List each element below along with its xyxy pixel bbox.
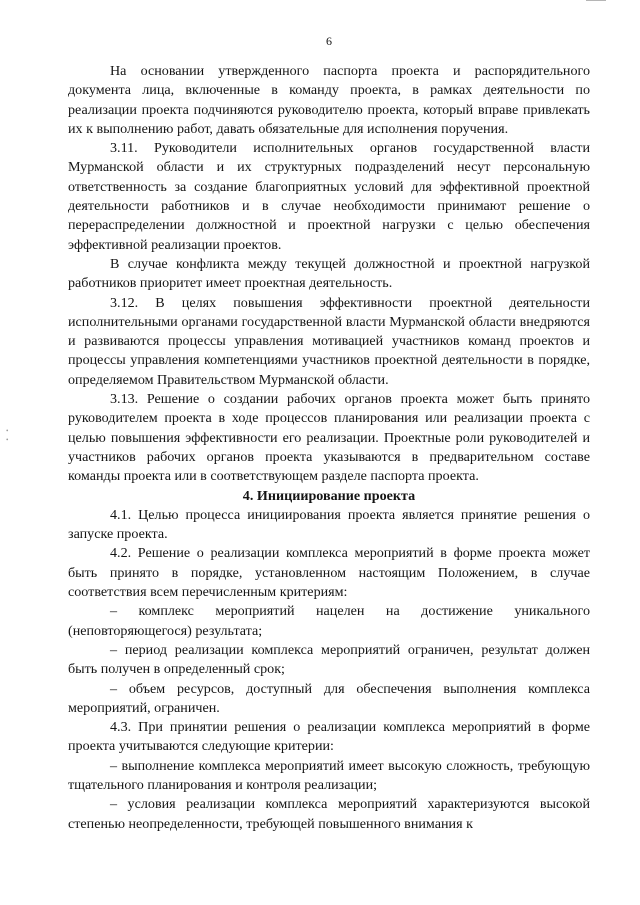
paragraph-workload-conflict: В случае конфликта между текущей должностной и проектной нагрузкой работников приоритет имеет проектная деятельность. [68, 255, 590, 292]
paragraph-3-12: 3.12. В целях повышения эффективности проектной деятельности исполнительными органами государственной власти Мурманской области внедряются и развиваются процессы управления мотивацией участников команд проектов и процессы управления компетенциями участников проектной деятельности в порядке, определяемом Правительством Мурманской области. [68, 294, 590, 388]
paragraph-4-1: 4.1. Целью процесса инициирования проекта является принятие решения о запуске проекта. [68, 506, 590, 543]
criteria-item-uncertainty: – условия реализации комплекса мероприятий характеризуются высокой степенью неопределенности, требующей повышенного внимания к [68, 796, 590, 832]
paragraph-4-2: 4.2. Решение о реализации комплекса мероприятий в форме проекта может быть принято в порядке, установленном настоящим Положением, в случае соответствия всем перечисленным критериям: [68, 545, 590, 601]
criteria-item-uniqueness: – комплекс мероприятий нацелен на достижение уникального (неповторяющегося) результата; [68, 603, 590, 639]
paragraph-4-3: 4.3. При принятии решения о реализации комплекса мероприятий в форме проекта учитываются следующие критерии: [68, 719, 590, 755]
paragraph-team-subordination: На основании утвержденного паспорта проекта и распорядительного документа лица, включенные в команду проекта, в рамках деятельности по реализации проекта подчиняются руководителю проекта, который вправе привлекать их к выполнению работ, давать обязательные для исполнения поручения. [68, 63, 590, 137]
document-body [68, 62, 590, 834]
criteria-item-period: – период реализации комплекса мероприятий ограничен, результат должен быть получен в определенный срок; [68, 641, 590, 678]
paragraph-3-11: 3.11. Руководители исполнительных органов государственной власти Мурманской области и их структурных подразделений несут персональную ответственность за создание благоприятных условий для эффективной проектной деятельности работников и в случае необходимости принимают решение о перераспределении должностной и проектной нагрузки с целью обеспечения эффективной реализации проектов. [68, 140, 590, 253]
section-title: 4. Инициирование проекта [242, 487, 416, 504]
margin-scan-mark: • • [6, 427, 9, 444]
paragraph-3-13: 3.13. Решение о создании рабочих органов проекта может быть принято руководителем проекта в ходе процессов планирования или реализации проекта с целью повышения эффективности его реализации. Проектные роли руководителей и участников рабочих органов проекта указываются в предварительном составе команды проекта или в соответствующем разделе паспорта проекта. [68, 391, 590, 485]
scan-edge-mark [586, 0, 606, 4]
page-number: 6 [326, 34, 332, 48]
criteria-item-complexity: – выполнение комплекса мероприятий имеет высокую сложность, требующую тщательного планирования и контроля реализации; [68, 757, 590, 793]
criteria-item-resources: – объем ресурсов, доступный для обеспечения выполнения комплекса мероприятий, ограничен. [68, 680, 590, 716]
